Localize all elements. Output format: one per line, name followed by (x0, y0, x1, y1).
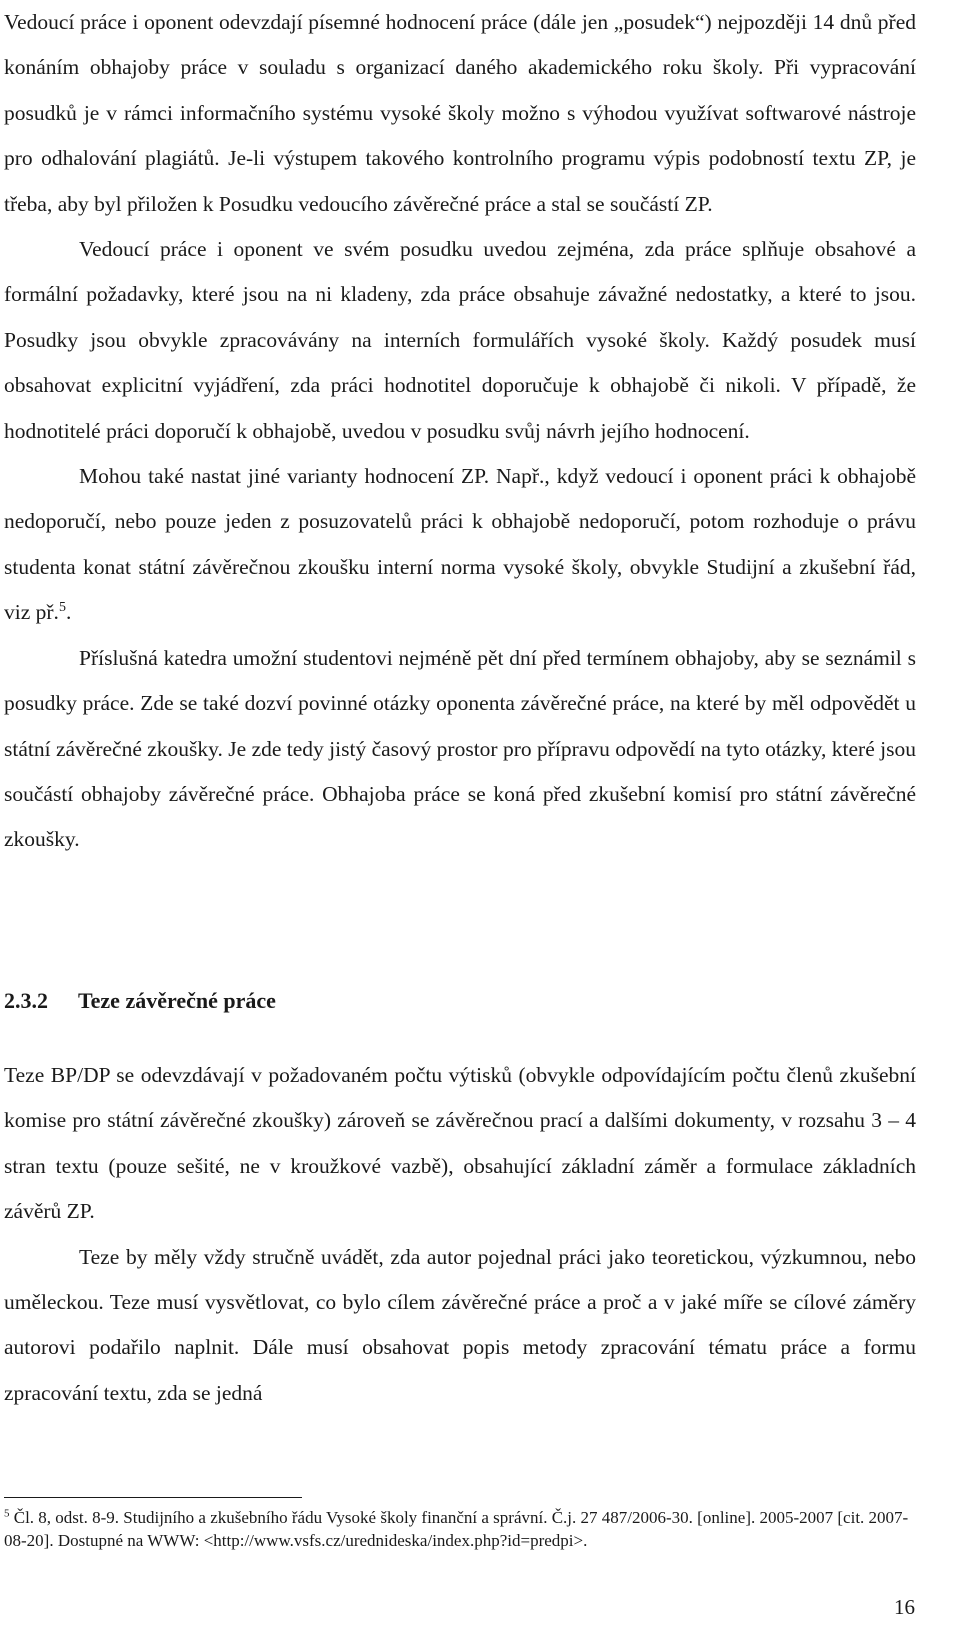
paragraph-text: . (65, 600, 72, 625)
paragraph-text: Vedoucí práce i oponent odevzdají písemné hodnocení práce (dále jen „posudek“) nejpozději 14 dnů před konáním obhajoby práce v souladu s organizací daného akademického roku školy. Při vypracování posudků je v rámci informačního systému vysoké školy možno s výhodou využívat softwarové nástroje pro odhalování plagiátů. Je-li výstupem takového kontrolního programu výpis podobností textu ZP, je třeba, aby byl přiložen k Posudku vedoucího závěrečné práce a stal se součástí ZP. (4, 10, 916, 216)
paragraph (4, 636, 916, 863)
section-title: Teze závěrečné práce (78, 988, 276, 1013)
paragraph-text: Vedoucí práce i oponent ve svém posudku uvedou zejména, zda práce splňuje obsahové a formální požadavky, které jsou na ni kladeny, zda práce obsahuje závažné nedostatky, a které to jsou. Posudky jsou obvykle zpracovávány na interních formulářích vysoké školy. Každý posudek musí obsahovat explicitní vyjádření, zda práci hodnotitel doporučuje k obhajobě či nikoli. V případě, že hodnotitelé práci doporučí k obhajobě, uvedou v posudku svůj návrh jejího hodnocení. (4, 237, 916, 443)
paragraph (4, 227, 916, 454)
footnote-reference: 5 (58, 600, 66, 616)
footnote-text: Čl. 8, odst. 8-9. Studijního a zkušebního řádu Vysoké školy finanční a správní. Č.j. 27 487/2006-30. [online]. 2005-2007 [cit. 2007-08-20]. Dostupné na WWW: <http://www.vsfs.cz/urednideska/index.php?id=predpi>. (4, 1508, 909, 1550)
body-text-top (4, 0, 916, 863)
paragraph (4, 1053, 916, 1235)
footnote-divider (4, 1497, 302, 1498)
section-number: 2.3.2 (4, 988, 48, 1013)
footnote (4, 1507, 916, 1552)
footnote-mark: 5 (4, 1507, 10, 1520)
page-number: 16 (894, 1595, 915, 1619)
paragraph-text: Teze BP/DP se odevzdávají v požadovaném počtu výtisků (obvykle odpovídajícím počtu členů zkušební komise pro státní závěrečné zkoušky) zároveň se závěrečnou prací a dalšími dokumenty, v rozsahu 3 – 4 stran textu (pouze sešité, ne v kroužkové vazbě), obsahující základní záměr a formulace základních závěrů ZP. (4, 1063, 916, 1224)
paragraph (4, 454, 916, 636)
body-text-bottom (4, 1053, 916, 1416)
paragraph (4, 0, 916, 227)
paragraph-text: Příslušná katedra umožní studentovi nejméně pět dní před termínem obhajoby, aby se seznámil s posudky práce. Zde se také dozví povinné otázky oponenta závěrečné práce, na které by měl odpovědět u státní závěrečné zkoušky. Je zde tedy jistý časový prostor pro přípravu odpovědí na tyto otázky, které jsou součástí obhajoby závěrečné práce. Obhajoba práce se koná před zkušební komisí pro státní závěrečné zkoušky. (4, 645, 916, 852)
paragraph-text: Mohou také nastat jiné varianty hodnocení ZP. Např., když vedoucí i oponent práci k obhajobě nedoporučí, nebo pouze jeden z posuzovatelů práci k obhajobě nedoporučí, potom rozhoduje o právu studenta konat státní závěrečnou zkoušku interní norma vysoké školy, obvykle Studijní a zkušební řád, viz př. (4, 464, 916, 625)
paragraph (4, 1235, 916, 1417)
paragraph-text: Teze by měly vždy stručně uvádět, zda autor pojednal práci jako teoretickou, výzkumnou, nebo uměleckou. Teze musí vysvětlovat, co bylo cílem závěrečné práce a proč a v jaké míře se cílové záměry autorovi podařilo naplnit. Dále musí obsahovat popis metody zpracování tématu práce a formu zpracování textu, zda se jedná (4, 1244, 916, 1405)
section-heading (4, 986, 276, 1016)
